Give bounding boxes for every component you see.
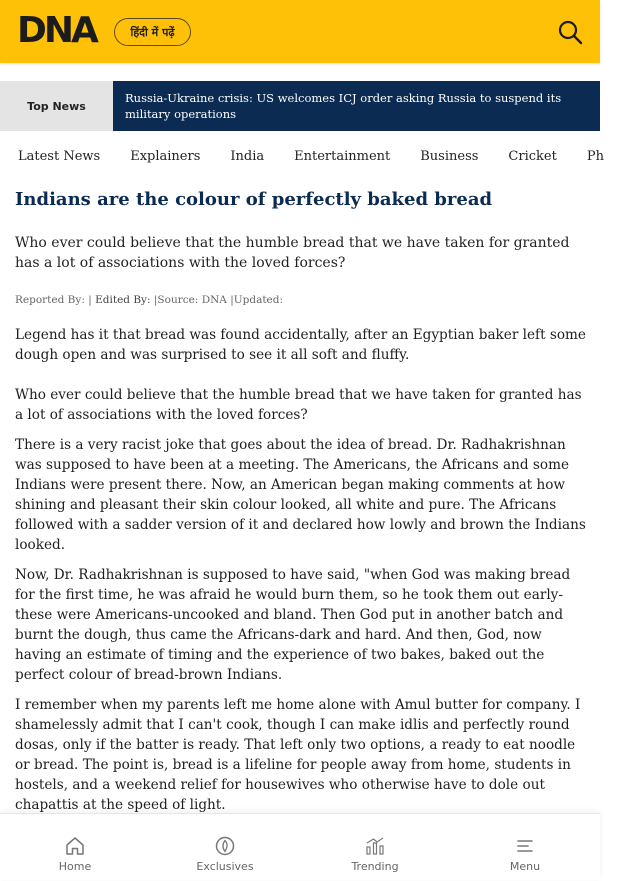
article-paragraph: There is a very racist joke that goes about the idea of bread. Dr. Radhakrishnan was supposed to have been at a meeting. The Americans, the Africans and some Indians were present there. Now, an American began making comments at how shining and pleasant their skin colour looked, all white and pure. The Africans followed with a sadder version of it and declared how lowly and brown the Indians looked. <box>15 437 586 553</box>
nav-item-cricket[interactable]: Cricket <box>508 149 557 164</box>
article-subtitle: Who ever could believe that the humble bread that we have taken for granted has a lot of associations with the loved forces? <box>15 235 570 271</box>
article-paragraph: Now, Dr. Radhakrishnan is supposed to have said, "when God was making bread for the first time, he was afraid he would burn them, so he took them out early- these were Americans-uncooked and bland. Then God put in another batch and burnt the dough, thus came the Africans-dark and hard. And then, God, now having an estimate of timing and the experience of two bakes, baked out the perfect colour of bread-brown Indians. <box>15 567 571 683</box>
edited-by-label: Edited By: <box>95 294 151 306</box>
exclusives-icon <box>214 835 236 857</box>
read-in-hindi-button[interactable]: हिंदी में पढ़ें <box>114 18 191 46</box>
bottom-nav-label: Exclusives <box>196 860 254 873</box>
nav-item-latest-news[interactable]: Latest News <box>18 149 101 164</box>
article-title: Indians are the colour of perfectly baked bread <box>15 189 493 210</box>
dna-logo[interactable]: DNA <box>17 10 96 51</box>
byline-separator: | <box>88 294 96 306</box>
nav-item-truncated[interactable]: Ph <box>586 149 604 164</box>
bottom-nav-trending[interactable] <box>325 814 425 881</box>
site-header <box>0 0 600 63</box>
reported-by-label: Reported By: <box>15 294 85 306</box>
bottom-nav-exclusives[interactable] <box>175 814 275 881</box>
nav-item-explainers[interactable]: Explainers <box>130 149 201 164</box>
nav-item-business[interactable]: Business <box>420 149 479 164</box>
menu-icon <box>514 835 536 857</box>
top-news-label: Top News <box>0 81 113 131</box>
article-paragraph: Who ever could believe that the humble bread that we have taken for granted has a lot of associations with the loved forces? <box>15 387 582 423</box>
article-paragraph: Legend has it that bread was found accidentally, after an Egyptian baker left some dough open and was surprised to see it all soft and fluffy. <box>15 327 586 363</box>
top-news-bar <box>0 81 600 131</box>
article-body <box>15 325 587 825</box>
category-nav <box>18 147 634 167</box>
source-label: |Source: DNA <box>153 294 227 306</box>
nav-item-entertainment[interactable]: Entertainment <box>294 149 391 164</box>
article-paragraph: I remember when my parents left me home alone with Amul butter for company. I shamelessly admit that I can't cook, though I can make idlis and perfectly round dosas, only if the batter is ready. That left only two options, a ready to eat noodle or bread. The point is, bread is a lifeline for people away from home, students in hostels, and a weekend relief for housewives who otherwise have to dole out chapattis at the speed of light. <box>15 697 581 813</box>
bottom-nav-menu[interactable] <box>475 814 575 881</box>
nav-item-india[interactable]: India <box>230 149 265 164</box>
bottom-nav-home[interactable] <box>25 814 125 881</box>
home-icon <box>64 835 86 857</box>
top-news-headline[interactable]: Russia-Ukraine crisis: US welcomes ICJ order asking Russia to suspend its military operations <box>113 81 600 131</box>
bottom-nav-label: Trending <box>351 860 399 873</box>
trending-icon <box>364 835 386 857</box>
updated-label: |Updated: <box>230 294 284 306</box>
bottom-nav <box>0 813 600 880</box>
bottom-nav-label: Menu <box>509 860 541 873</box>
article-byline <box>15 293 283 307</box>
search-icon[interactable] <box>557 19 583 45</box>
bottom-nav-label: Home <box>58 860 92 873</box>
